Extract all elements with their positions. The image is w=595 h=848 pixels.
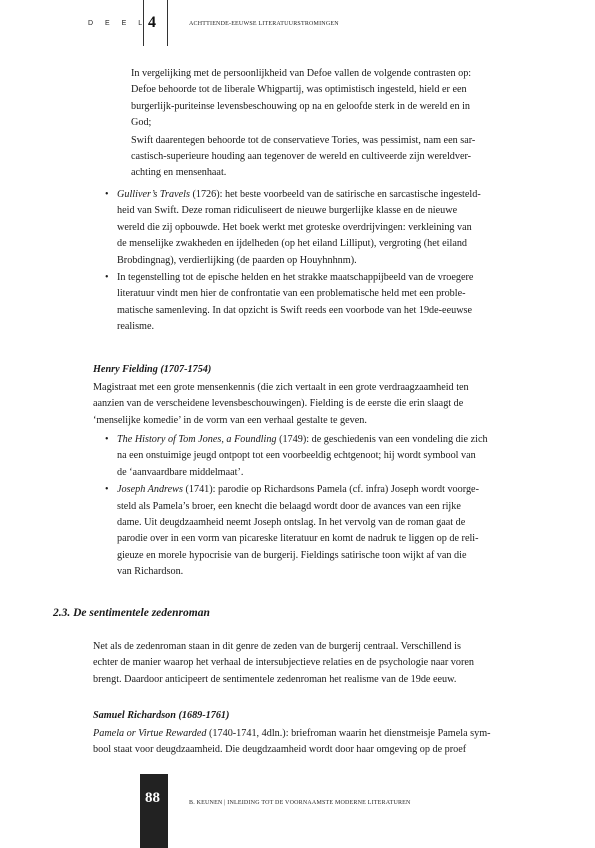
text-line: wereld die zij opbouwde. Het boek werkt met groteske overdrijvingen: verkleining van bbox=[117, 221, 472, 233]
list-item bbox=[105, 270, 557, 336]
text-line: echter de manier waarop het verhaal de intersubjectieve relaties en de psychologie naar voren bbox=[93, 657, 475, 669]
book-title: Gulliver’s Travels bbox=[117, 189, 190, 200]
book-title: The History of Tom Jones, a Foundling bbox=[117, 434, 277, 445]
text-line: Magistraat met een grote mensenkennis (die zich vertaalt in een grote verdraagzaamheid ten bbox=[93, 382, 469, 393]
bullet-icon: • bbox=[105, 272, 109, 284]
text-line: de menselijke zwakheden en ijdelheden (op het eiland Lilliput), vergroting (het eiland bbox=[117, 238, 468, 250]
text-line: ‘menselijke komedie’ in de vorm van een verhaal gestalte te geven. bbox=[93, 414, 367, 426]
text-line: burgerlijk-puriteinse levensbeschouwing op na en geloofde sterk in de wereld en in bbox=[131, 100, 471, 112]
fielding-bullet-list bbox=[105, 432, 557, 581]
bullet-icon: • bbox=[105, 484, 109, 496]
running-header-title: ACHTTIENDE-EEUWSE LITERATUURSTROMINGEN bbox=[189, 21, 339, 27]
section-title: 2.3. De sentimentele zedenroman bbox=[53, 607, 210, 619]
list-item bbox=[105, 432, 557, 481]
chapter-number: 4 bbox=[148, 14, 156, 31]
bullet-icon: • bbox=[105, 434, 109, 445]
book-title: Pamela or Virtue Rewarded bbox=[93, 728, 207, 739]
text-line: realisme. bbox=[117, 321, 155, 333]
list-item bbox=[105, 482, 557, 580]
text-line: God; bbox=[131, 117, 152, 129]
fielding-intro bbox=[93, 380, 557, 429]
fielding-heading: Henry Fielding (1707-1754) bbox=[93, 364, 212, 375]
text-line: In vergelijking met de persoonlijkheid van Defoe vallen de volgende contrasten op: bbox=[131, 68, 472, 79]
text-line: heid van Swift. Deze roman ridiculiseert de nieuwe burgerlijke klasse en de nieuwe bbox=[117, 205, 458, 217]
text-line: Gulliver’s Travels (1726): het beste voorbeeld van de satirische en sarcastische ingesteld- bbox=[117, 189, 481, 200]
text-line: The History of Tom Jones, a Foundling (1749): de geschiedenis van een vondeling die zich bbox=[117, 434, 488, 445]
text-line: bool staat voor deugdzaamheid. Die deugdzaamheid wordt door haar omgeving op de proef bbox=[93, 744, 467, 756]
text-line: matische samenleving. In dat opzicht is Swift reeds een voorbode van het 19de-eeuwse bbox=[117, 304, 473, 316]
page-number: 88 bbox=[145, 790, 160, 806]
bullet-icon: • bbox=[105, 189, 109, 200]
text-line: de ‘aanvaardbare middelmaat’. bbox=[117, 466, 244, 478]
text-line: castisch-superieure houding aan tegenover de wereld en cultiveerde zijn wereldver- bbox=[131, 151, 472, 163]
text-line: gieuze en morele hypocrisie van de burgerij. Fieldings satirische toon wijkt af van die bbox=[117, 549, 467, 561]
text-line: dame. Uit deugdzaamheid neemt Joseph ontslag. In het vervolg van de roman gaat de bbox=[117, 517, 466, 529]
text-line: brengt. Daardoor anticipeert de sentimentele zedenroman het realisme van de 19de eeuw. bbox=[93, 673, 457, 685]
richardson-paragraph bbox=[93, 726, 557, 759]
text-line: Swift daarentegen behoorde tot de conservatieve Tories, was pessimist, nam een sar- bbox=[131, 134, 476, 146]
text-line: Defoe behoorde tot de liberale Whigpartij, was optimistisch ingesteld, hield er een bbox=[131, 84, 467, 96]
text-line: Net als de zedenroman staan in dit genre de zeden van de burgerij centraal. Verschillend is bbox=[93, 641, 461, 652]
running-footer: B. KEUNEN | INLEIDING TOT DE VOORNAAMSTE MODERNE LITERATUREN bbox=[189, 800, 411, 806]
page-number-tab bbox=[140, 774, 168, 848]
list-item bbox=[105, 187, 557, 269]
text-line: Pamela or Virtue Rewarded (1740-1741, 4dln.): briefroman waarin het dienstmeisje Pamela sym- bbox=[93, 728, 491, 739]
text-line: literatuur vindt men hier de confrontatie van een problematische held met een proble- bbox=[117, 288, 466, 300]
defoe-swift-contrast bbox=[131, 66, 557, 182]
part-label: D E E L bbox=[88, 20, 148, 27]
text-line: na een onstuimige jeugd ontpopt tot een voorbeeldig echtgenoot; hij wordt symbool van bbox=[117, 450, 476, 462]
text-line: Joseph Andrews (1741): parodie op Richardsons Pamela (cf. infra) Joseph wordt voorge- bbox=[117, 484, 479, 496]
text-line: aanzien van de verscheidene levensbeschouwingen). Fielding is de eerste die erin slaagt de bbox=[93, 398, 464, 410]
text-line: achting en mensenhaat. bbox=[131, 167, 227, 179]
section-paragraph bbox=[93, 639, 557, 688]
text-line: In tegenstelling tot de epische helden en het strakke maatschappijbeeld van de vroegere bbox=[117, 272, 474, 284]
swift-bullet-list bbox=[105, 187, 557, 336]
text-line: parodie over in een vorm van picareske literatuur en komt de nadruk te liggen op de reli- bbox=[117, 533, 479, 545]
text-line: steld als Pamela’s broer, een knecht die belaagd wordt door de avances van een rijke bbox=[117, 500, 461, 512]
text-line: Brobdingnag), verdierlijking (de paarden op Houyhnhnm). bbox=[117, 254, 357, 266]
header-divider-right bbox=[167, 0, 168, 46]
book-title: Joseph Andrews bbox=[117, 484, 183, 496]
text-line: van Richardson. bbox=[117, 566, 184, 578]
richardson-heading: Samuel Richardson (1689-1761) bbox=[93, 710, 230, 721]
